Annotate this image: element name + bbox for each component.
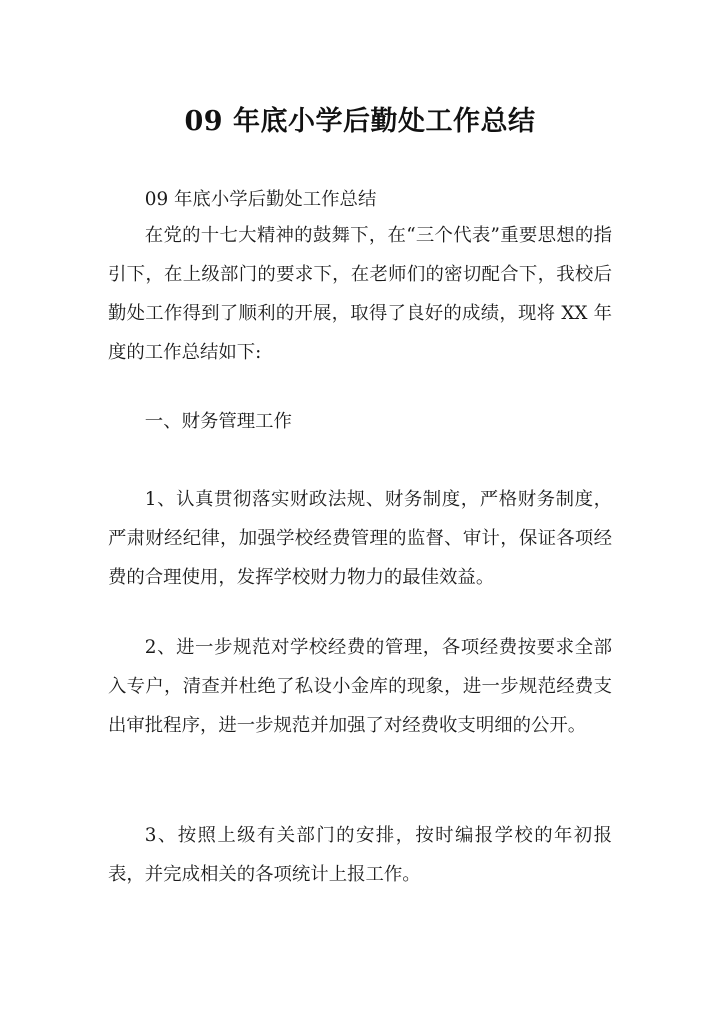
paragraph-item-1: 1、认真贯彻落实财政法规、财务制度，严格财务制度，严肃财经纪律，加强学校经费管理的监督、审计，保证各项经费的合理使用，发挥学校财力物力的最佳效益。 [108, 489, 612, 588]
paragraph-item-3: 3、按照上级有关部门的安排，按时编报学校的年初报表，并完成相关的各项统计上报工作。 [108, 825, 612, 885]
document-title: 09 年底小学后勤处工作总结 [184, 106, 536, 138]
section-heading-finance: 一、财务管理工作 [144, 411, 292, 432]
document-subtitle: 09 年底小学后勤处工作总结 [144, 189, 377, 210]
paragraph-item-2: 2、进一步规范对学校经费的管理，各项经费按要求全部入专户，清查并杜绝了私设小金库的现象，进一步规范经费支出审批程序，进一步规范并加强了对经费收支明细的公开。 [108, 637, 612, 736]
intro-paragraph: 在党的十七大精神的鼓舞下，在“三个代表”重要思想的指引下，在上级部门的要求下，在老师们的密切配合下，我校后勤处工作得到了顺利的开展，取得了良好的成绩，现将 XX 年度的工作总结如下: [108, 225, 612, 363]
